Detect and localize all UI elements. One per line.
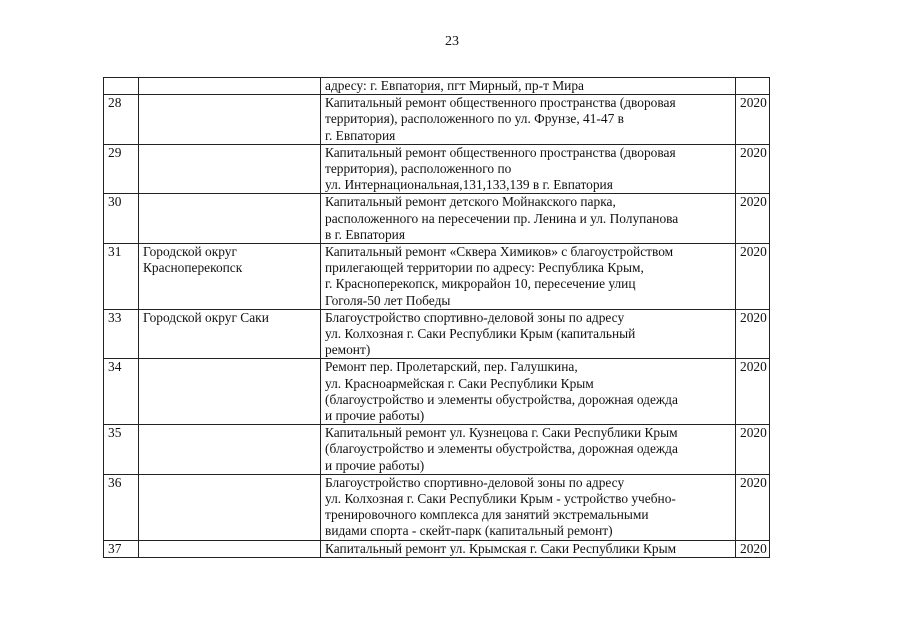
description-cell [321,425,736,475]
district-cell [139,78,321,95]
description-line: и прочие работы) [325,408,425,424]
row-number: 34 [104,359,139,425]
table-row [104,474,770,540]
district-cell [139,95,321,145]
description-cell [321,144,736,194]
table-row [104,78,770,95]
district-cell [139,309,321,359]
description-line: г. Евпатория [325,127,396,143]
year-cell: 2020 [736,194,770,244]
district-cell [139,194,321,244]
description-line: г. Красноперекопск, микрорайон 10, пересечение улиц [325,276,636,292]
description-line: видами спорта - скейт-парк (капитальный ремонт) [325,523,613,539]
district-cell [139,144,321,194]
district-cell [139,425,321,475]
description-line: ул. Красноармейская г. Саки Республики Крым [325,375,594,391]
description-line: Капитальный ремонт ул. Кузнецова г. Саки Республики Крым [325,425,678,441]
table-row [104,309,770,359]
description-cell [321,194,736,244]
description-cell [321,78,736,95]
description-line: ул. Колхозная г. Саки Республики Крым - устройство учебно- [325,491,676,507]
description-line: Благоустройство спортивно-деловой зоны по адресу [325,309,625,325]
year-cell: 2020 [736,309,770,359]
description-line: Капитальный ремонт детского Мойнакского парка, [325,194,616,210]
description-cell [321,474,736,540]
district-name: Городской округ Саки [143,309,269,325]
description-line: Капитальный ремонт общественного пространства (дворовая [325,144,676,160]
description-line: Гоголя-50 лет Победы [325,292,451,308]
description-line: прилегающей территории по адресу: Республика Крым, [325,260,644,276]
description-line: расположенного на пересечении пр. Ленина и ул. Полупанова [325,210,679,226]
description-line: Благоустройство спортивно-деловой зоны по адресу [325,474,625,490]
description-line: ул. Интернациональная,131,133,139 в г. Евпатория [325,177,613,193]
year-cell: 2020 [736,425,770,475]
table-row [104,540,770,557]
year-cell: 2020 [736,144,770,194]
description-line: (благоустройство и элементы обустройства, дорожная одежда [325,441,678,457]
description-cell [321,244,736,310]
table-row [104,244,770,310]
row-number: 29 [104,144,139,194]
description-line: в г. Евпатория [325,226,406,242]
page-number: 23 [445,34,459,49]
district-cell [139,244,321,310]
description-line: Ремонт пер. Пролетарский, пер. Галушкина, [325,359,578,375]
table-row [104,425,770,475]
row-number: 31 [104,244,139,310]
description-cell [321,359,736,425]
description-line: Капитальный ремонт ул. Крымская г. Саки Республики Крым [325,540,677,556]
district-cell [139,474,321,540]
table-row [104,144,770,194]
description-cell [321,95,736,145]
row-number: 28 [104,95,139,145]
description-line: территория), расположенного по [325,161,512,177]
description-line: Капитальный ремонт общественного пространства (дворовая [325,95,676,111]
year-cell [736,78,770,95]
description-line: тренировочного комплекса для занятий экстремальными [325,507,649,523]
district-name: Городской округ Красноперекопск [143,244,243,276]
district-cell [139,540,321,557]
row-number: 30 [104,194,139,244]
year-cell: 2020 [736,244,770,310]
row-number: 37 [104,540,139,557]
table-row [104,95,770,145]
description-cell [321,309,736,359]
year-cell: 2020 [736,540,770,557]
row-number [104,78,139,95]
description-line: и прочие работы) [325,457,425,473]
description-line: ул. Колхозная г. Саки Республики Крым (капитальный [325,326,636,342]
district-cell [139,359,321,425]
table-row [104,359,770,425]
year-cell: 2020 [736,95,770,145]
row-number: 35 [104,425,139,475]
year-cell: 2020 [736,474,770,540]
description-line: Капитальный ремонт «Сквера Химиков» с благоустройством [325,244,674,260]
table-row [104,194,770,244]
description-cell [321,540,736,557]
description-line: (благоустройство и элементы обустройства, дорожная одежда [325,391,678,407]
year-cell: 2020 [736,359,770,425]
row-number: 33 [104,309,139,359]
works-table [103,77,770,558]
description-line: ремонт) [325,342,371,358]
description-line: адресу: г. Евпатория, пгт Мирный, пр-т Мира [325,78,584,93]
row-number: 36 [104,474,139,540]
description-line: территория), расположенного по ул. Фрунзе, 41-47 в [325,111,624,127]
